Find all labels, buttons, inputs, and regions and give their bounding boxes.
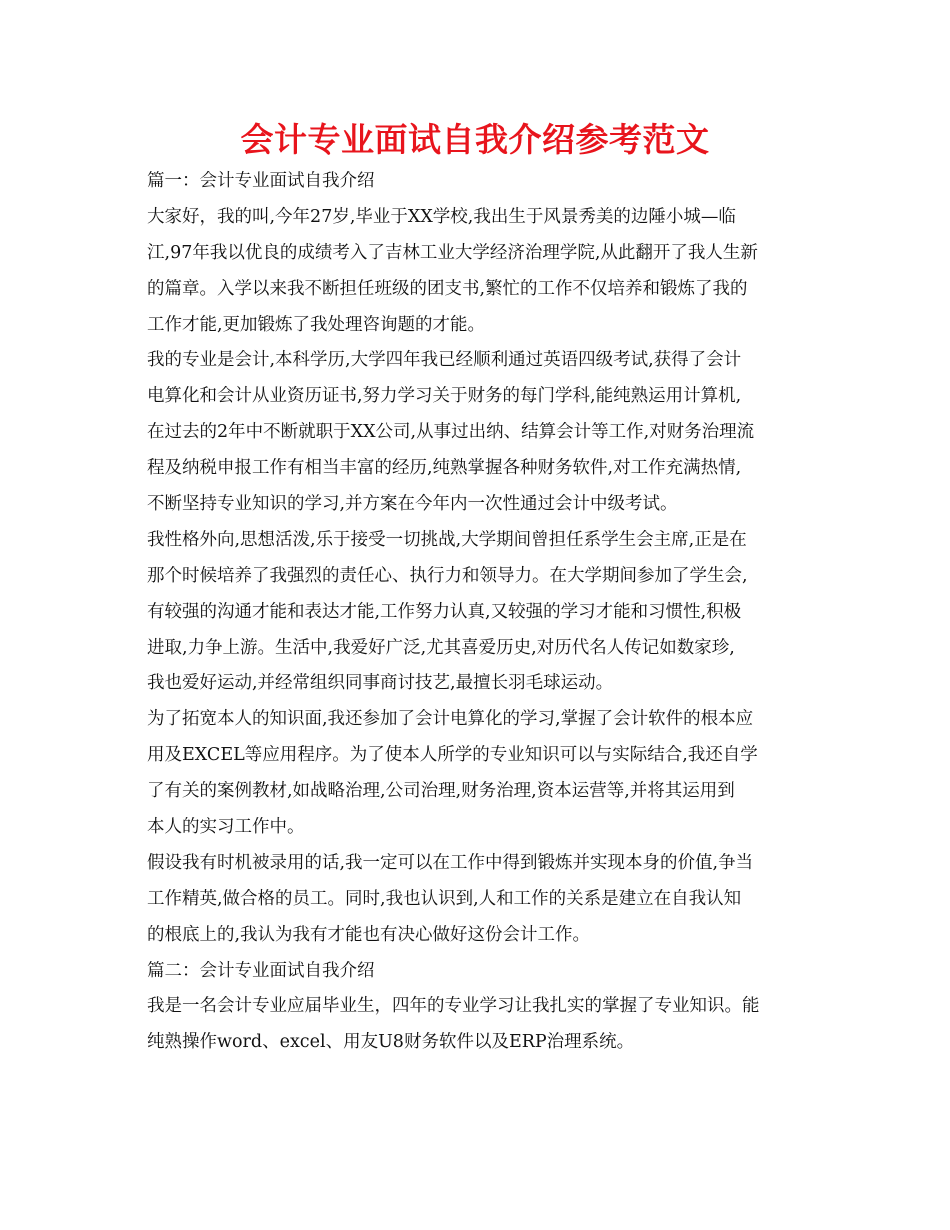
text-line: 篇一：会计专业面试自我介绍 (147, 171, 375, 191)
text-line: 工作精英,做合格的员工。同时,我也认识到,人和工作的关系是建立在自我认知 (147, 888, 742, 909)
text-line: 那个时候培养了我强烈的责任心、执行力和领导力。在大学期间参加了学生会, (147, 565, 748, 586)
text-line: 的根底上的,我认为我有才能也有决心做好这份会计工作。 (147, 924, 591, 945)
text-line: 我是一名会计专业应届毕业生，四年的专业学习让我扎实的掌握了专业知识。能 (147, 996, 760, 1017)
document-title: 会计专业面试自我介绍参考范文 (240, 120, 710, 159)
text-line: 假设我有时机被录用的话,我一定可以在工作中得到锻炼并实现本身的价值,争当 (147, 852, 754, 873)
text-line: 电算化和会计从业资历证书,努力学习关于财务的每门学科,能纯熟运用计算机, (147, 386, 742, 407)
document-body (147, 164, 807, 1061)
text-line: 我的专业是会计,本科学历,大学四年我已经顺利通过英语四级考试,获得了会计 (147, 350, 742, 371)
text-line: 程及纳税申报工作有相当丰富的经历,纯熟掌握各种财务软件,对工作充满热情, (147, 458, 742, 479)
text-line: 了有关的案例教材,如战略治理,公司治理,财务治理,资本运营等,并将其运用到 (147, 781, 735, 802)
text-line: 纯熟操作word、excel、用友U8财务软件以及ERP治理系统。 (147, 1032, 635, 1053)
text-line: 我性格外向,思想活泼,乐于接受一切挑战,大学期间曾担任系学生会主席,正是在 (147, 529, 747, 550)
text-line: 不断坚持专业知识的学习,并方案在今年内一次性通过会计中级考试。 (147, 494, 678, 515)
text-line: 为了拓宽本人的知识面,我还参加了会计电算化的学习,掌握了会计软件的根本应 (147, 709, 754, 730)
text-line: 江,97年我以优良的成绩考入了吉林工业大学经济治理学院,从此翻开了我人生新 (147, 242, 758, 263)
text-line: 用及EXCEL等应用程序。为了使本人所学的专业知识可以与实际结合,我还自学 (147, 745, 758, 766)
text-line: 在过去的2年中不断就职于XX公司,从事过出纳、结算会计等工作,对财务治理流 (147, 422, 755, 443)
text-line: 的篇章。入学以来我不断担任班级的团支书,繁忙的工作不仅培养和锻炼了我的 (147, 278, 748, 299)
text-line: 工作才能,更加锻炼了我处理咨询题的才能。 (147, 314, 486, 335)
text-line: 进取,力争上游。生活中,我爱好广泛,尤其喜爱历史,对历代名人传记如数家珍, (147, 637, 735, 658)
text-line: 篇二：会计专业面试自我介绍 (147, 960, 375, 981)
text-line: 大家好，我的叫,今年27岁,毕业于XX学校,我出生于风景秀美的边陲小城—临 (147, 206, 736, 227)
text-line: 我也爱好运动,并经常组织同事商讨技艺,最擅长羽毛球运动。 (147, 673, 614, 694)
text-line: 本人的实习工作中。 (147, 817, 305, 838)
text-line: 有较强的沟通才能和表达才能,工作努力认真,又较强的学习才能和习惯性,积极 (147, 601, 742, 622)
